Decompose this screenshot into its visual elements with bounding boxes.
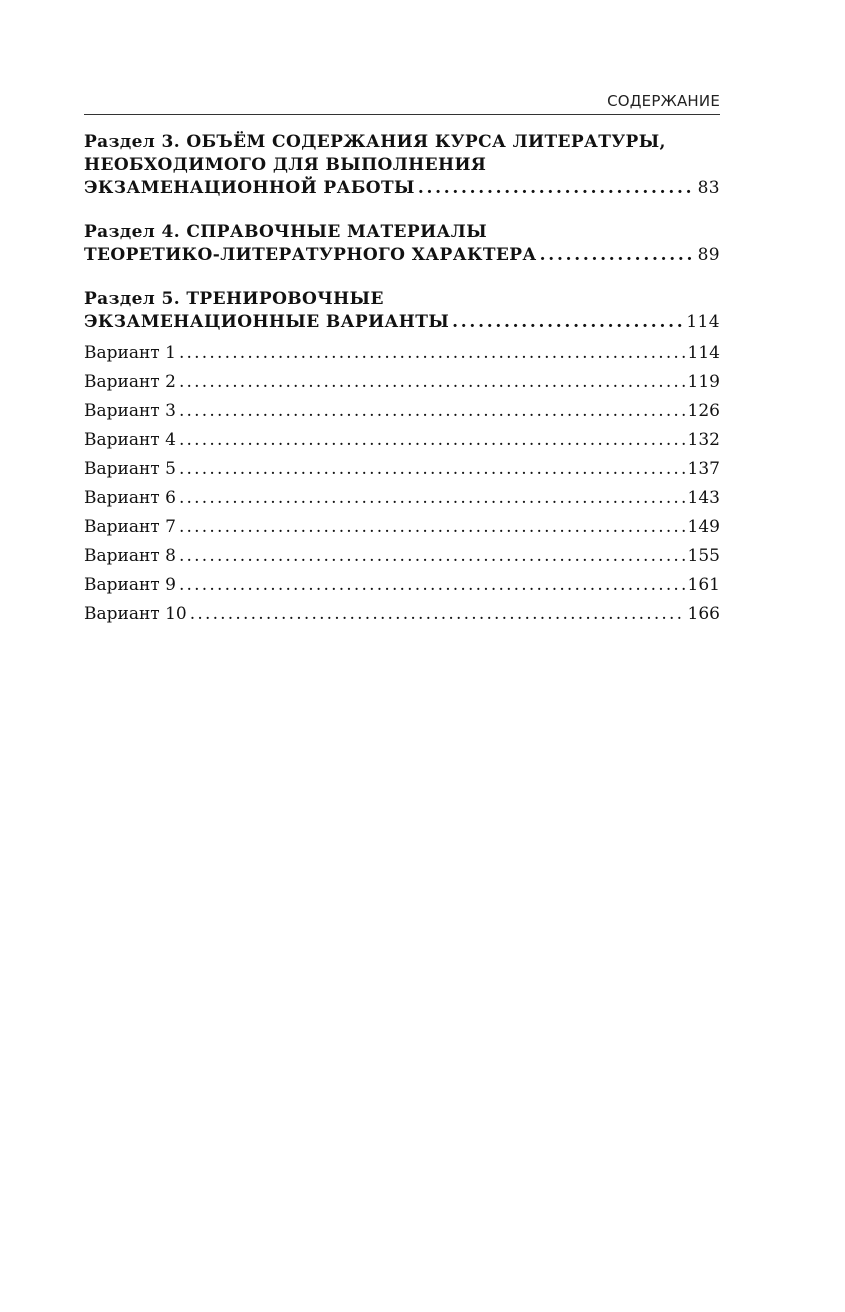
dot-leader <box>179 455 685 484</box>
variant-page-number: 114 <box>687 343 720 363</box>
variant-page-number: 149 <box>687 517 720 537</box>
toc-entry[interactable] <box>84 244 720 267</box>
toc-section-title-line: Раздел 4. СПРАВОЧНЫЕ МАТЕРИАЛЫ <box>84 222 488 242</box>
dot-leader <box>190 600 685 629</box>
toc-section-5 <box>84 288 720 334</box>
dot-leader <box>540 244 695 267</box>
variant-label: Вариант 6 <box>84 488 176 508</box>
dot-leader <box>179 397 685 426</box>
dot-leader <box>179 339 685 368</box>
toc-entry-label: ЭКЗАМЕНАЦИОННЫЕ ВАРИАНТЫ <box>84 312 450 332</box>
dot-leader <box>179 571 685 600</box>
variant-entry[interactable] <box>84 484 720 513</box>
dot-leader <box>452 311 683 334</box>
toc-entry-label: ТЕОРЕТИКО-ЛИТЕРАТУРНОГО ХАРАКТЕРА <box>84 245 537 265</box>
toc-section-title-line: Раздел 5. ТРЕНИРОВОЧНЫЕ <box>84 289 384 309</box>
variant-label: Вариант 9 <box>84 575 176 595</box>
variant-page-number: 132 <box>687 430 720 450</box>
variant-page-number: 137 <box>687 459 720 479</box>
variant-entry[interactable] <box>84 397 720 426</box>
variant-page-number: 119 <box>687 372 720 392</box>
variant-page-number: 126 <box>687 401 720 421</box>
variant-label: Вариант 2 <box>84 372 176 392</box>
variant-label: Вариант 10 <box>84 604 187 624</box>
dot-leader <box>179 368 685 397</box>
variant-label: Вариант 5 <box>84 459 176 479</box>
variant-entry[interactable] <box>84 455 720 484</box>
variant-entry[interactable] <box>84 513 720 542</box>
toc-section-4 <box>84 221 720 267</box>
running-head: СОДЕРЖАНИЕ <box>607 92 720 110</box>
dot-leader <box>418 177 695 200</box>
table-of-contents <box>84 131 720 629</box>
toc-page-number: 114 <box>686 312 720 332</box>
dot-leader <box>179 513 685 542</box>
dot-leader <box>179 542 685 571</box>
variant-label: Вариант 8 <box>84 546 176 566</box>
variant-label: Вариант 1 <box>84 343 176 363</box>
variant-page-number: 143 <box>687 488 720 508</box>
variant-entry[interactable] <box>84 600 720 629</box>
variant-entry[interactable] <box>84 426 720 455</box>
variant-entry[interactable] <box>84 339 720 368</box>
toc-section-3 <box>84 131 720 200</box>
variant-label: Вариант 7 <box>84 517 176 537</box>
header-rule <box>84 114 720 115</box>
variant-page-number: 161 <box>687 575 720 595</box>
toc-page-number: 83 <box>697 178 720 198</box>
toc-entry-label: ЭКЗАМЕНАЦИОННОЙ РАБОТЫ <box>84 178 415 198</box>
toc-entry[interactable] <box>84 177 720 200</box>
variant-label: Вариант 4 <box>84 430 176 450</box>
toc-entry[interactable] <box>84 311 720 334</box>
toc-section-title-line: Раздел 3. ОБЪЁМ СОДЕРЖАНИЯ КУРСА ЛИТЕРАТУРЫ, <box>84 132 666 152</box>
dot-leader <box>179 484 685 513</box>
toc-page-number: 89 <box>697 245 720 265</box>
variant-page-number: 155 <box>687 546 720 566</box>
variant-entry[interactable] <box>84 571 720 600</box>
variant-page-number: 166 <box>687 604 720 624</box>
toc-section-title-line: НЕОБХОДИМОГО ДЛЯ ВЫПОЛНЕНИЯ <box>84 155 487 175</box>
variant-entry[interactable] <box>84 542 720 571</box>
variant-list <box>84 339 720 629</box>
variant-entry[interactable] <box>84 368 720 397</box>
variant-label: Вариант 3 <box>84 401 176 421</box>
dot-leader <box>179 426 685 455</box>
